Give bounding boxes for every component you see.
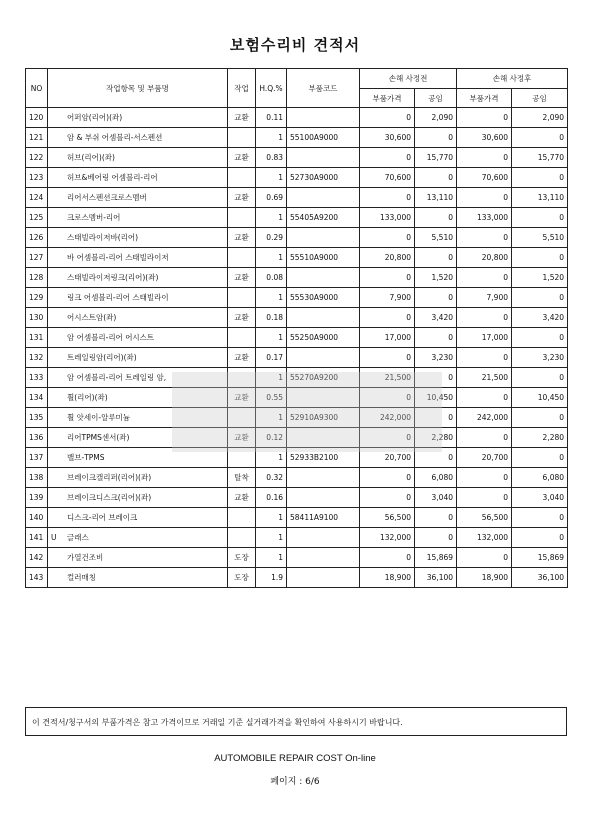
col-no: NO [26,69,48,108]
cell-after-part-price: 0 [457,188,512,208]
cell-before-labor: 0 [415,448,457,468]
cell-code [287,488,360,508]
cell-hq: 1 [256,328,287,348]
cell-no: 121 [26,128,48,148]
cell-hq: 1 [256,288,287,308]
cell-after-labor: 0 [512,328,568,348]
cell-after-labor: 0 [512,128,568,148]
cell-item [48,488,228,508]
cell-hq: 0.16 [256,488,287,508]
cell-after-labor: 0 [512,508,568,528]
cell-code [287,388,360,408]
estimate-table [25,68,568,588]
cell-item [48,288,228,308]
cell-after-part-price: 0 [457,348,512,368]
cell-before-labor: 3,230 [415,348,457,368]
cell-after-part-price: 133,000 [457,208,512,228]
cell-after-part-price: 0 [457,268,512,288]
table-row [26,328,568,348]
cell-item [48,128,228,148]
page-number: 페이지 : 6/6 [270,777,320,787]
estimate-rows [26,108,568,588]
cell-item [48,388,228,408]
cell-after-labor: 0 [512,248,568,268]
cell-after-labor: 0 [512,528,568,548]
col-after: 손해 사정후 [457,69,568,89]
cell-hq: 0.55 [256,388,287,408]
cell-before-part-price: 18,900 [360,568,415,588]
table-row [26,288,568,308]
cell-item [48,368,228,388]
cell-item-text: 브레이크캘리퍼(리어)(좌) [67,473,152,482]
cell-before-labor: 5,510 [415,228,457,248]
cell-no: 139 [26,488,48,508]
cell-code: 58411A9100 [287,508,360,528]
cell-item-text: 가열건조비 [67,553,104,562]
cell-item-text: 휠 앗세이-알루미늄 [67,413,131,422]
cell-item [48,348,228,368]
cell-hq: 1 [256,248,287,268]
cell-no: 134 [26,388,48,408]
cell-work: 교환 [228,268,256,288]
cell-after-part-price: 21,500 [457,368,512,388]
col-after-labor: 공임 [512,89,568,108]
cell-no: 138 [26,468,48,488]
cell-after-part-price: 132,000 [457,528,512,548]
cell-before-part-price: 21,500 [360,368,415,388]
table-row [26,228,568,248]
cell-hq: 1 [256,168,287,188]
cell-item-text: 어퍼암(리어)(좌) [67,113,123,122]
cell-work [228,448,256,468]
cell-no: 136 [26,428,48,448]
col-work: 작업 [228,69,256,108]
cell-after-labor: 2,280 [512,428,568,448]
cell-item [48,228,228,248]
cell-code [287,568,360,588]
cell-after-labor: 0 [512,408,568,428]
cell-no: 123 [26,168,48,188]
cell-item [48,168,228,188]
cell-work [228,368,256,388]
cell-code [287,308,360,328]
cell-no: 120 [26,108,48,128]
cell-code [287,228,360,248]
cell-code [287,428,360,448]
cell-code [287,528,360,548]
cell-after-part-price: 30,600 [457,128,512,148]
cell-before-part-price: 56,500 [360,508,415,528]
cell-work: 교환 [228,148,256,168]
cell-before-labor: 0 [415,508,457,528]
cell-before-part-price: 0 [360,188,415,208]
table-row [26,408,568,428]
cell-after-part-price: 56,500 [457,508,512,528]
table-row [26,548,568,568]
cell-after-part-price: 0 [457,488,512,508]
col-item: 작업항목 및 부품명 [48,69,228,108]
cell-item [48,428,228,448]
cell-before-part-price: 0 [360,308,415,328]
cell-before-part-price: 70,600 [360,168,415,188]
cell-no: 122 [26,148,48,168]
cell-before-labor: 3,040 [415,488,457,508]
cell-item-text: 암 어셈블리-리어 트레일링 암, [67,373,167,382]
cell-before-labor: 36,100 [415,568,457,588]
cell-hq: 1.9 [256,568,287,588]
cell-before-part-price: 20,800 [360,248,415,268]
cell-hq: 0.08 [256,268,287,288]
cell-after-labor: 10,450 [512,388,568,408]
cell-work: 탈착 [228,468,256,488]
cell-item [48,448,228,468]
cell-code: 55100A9000 [287,128,360,148]
cell-no: 126 [26,228,48,248]
cell-after-labor: 6,080 [512,468,568,488]
cell-work: 도장 [228,548,256,568]
cell-before-labor: 15,770 [415,148,457,168]
cell-work: 교환 [228,348,256,368]
cell-item-text: 밸브-TPMS [67,453,105,462]
col-code: 부품코드 [287,69,360,108]
cell-after-labor: 1,520 [512,268,568,288]
cell-code [287,348,360,368]
cell-no: 124 [26,188,48,208]
cell-no: 143 [26,568,48,588]
cell-no: 128 [26,268,48,288]
cell-item-text: 컬러매칭 [67,573,96,582]
cell-before-part-price: 133,000 [360,208,415,228]
table-row [26,448,568,468]
cell-before-labor: 0 [415,288,457,308]
cell-work [228,248,256,268]
cell-no: 140 [26,508,48,528]
cell-item-text: 허브&베어링 어셈블리-리어 [67,173,158,182]
cell-before-labor: 13,110 [415,188,457,208]
cell-before-labor: 1,520 [415,268,457,288]
cell-item-text: 어시스트암(좌) [67,313,117,322]
cell-after-part-price: 7,900 [457,288,512,308]
price-notice: 이 견적서/청구서의 부품가격은 참고 가격이므로 거래일 기준 실거래가격을 확인하여 사용하시기 바랍니다. [25,707,567,736]
cell-item [48,308,228,328]
table-row [26,428,568,448]
table-row [26,208,568,228]
cell-hq: 1 [256,368,287,388]
cell-code: 55510A9000 [287,248,360,268]
cell-after-part-price: 18,900 [457,568,512,588]
cell-after-part-price: 0 [457,308,512,328]
cell-hq: 0.83 [256,148,287,168]
cell-code: 52910A9300 [287,408,360,428]
cell-after-part-price: 70,600 [457,168,512,188]
cell-before-labor: 0 [415,208,457,228]
cell-code: 55250A9000 [287,328,360,348]
cell-hq: 0.32 [256,468,287,488]
cell-code: 52730A9000 [287,168,360,188]
cell-before-labor: 15,869 [415,548,457,568]
cell-after-part-price: 0 [457,148,512,168]
cell-before-part-price: 0 [360,428,415,448]
cell-item-text: 링크 어셈블리-리어 스태빌라이 [67,293,169,302]
cell-item-text: 트레일링암(리어)(좌) [67,353,137,362]
cell-work: 교환 [228,488,256,508]
col-before: 손해 사정전 [360,69,457,89]
cell-before-labor: 0 [415,328,457,348]
cell-item-text: 리어TPMS센서(좌) [67,433,130,442]
cell-hq: 0.12 [256,428,287,448]
cell-hq: 0.11 [256,108,287,128]
cell-after-labor: 13,110 [512,188,568,208]
cell-after-labor: 0 [512,288,568,308]
cell-item-text: 리어서스펜션크로스멤버 [67,193,147,202]
cell-hq: 0.69 [256,188,287,208]
cell-item-text: 스태빌라이저링크(리어)(좌) [67,273,159,282]
cell-after-labor: 3,040 [512,488,568,508]
col-before-labor: 공임 [415,89,457,108]
cell-item-text: 암 어셈블리-리어 어시스트 [67,333,155,342]
cell-item-text: 암 & 부쉬 어셈블리-서스펜션 [67,133,163,142]
cell-item-text: 스태빌라이저바(리어) [67,233,139,242]
cell-after-part-price: 0 [457,228,512,248]
cell-before-part-price: 0 [360,468,415,488]
cell-work: 도장 [228,568,256,588]
table-row [26,308,568,328]
cell-after-labor: 0 [512,168,568,188]
cell-no: 133 [26,368,48,388]
cell-before-labor: 3,420 [415,308,457,328]
table-row [26,168,568,188]
cell-after-part-price: 17,000 [457,328,512,348]
table-row [26,568,568,588]
cell-item [48,508,228,528]
cell-no: 132 [26,348,48,368]
cell-item-text: 휠(리어)(좌) [67,393,108,402]
cell-work [228,328,256,348]
cell-before-part-price: 242,000 [360,408,415,428]
cell-item-text: 바 어셈블리-리어 스태빌라이저 [67,253,169,262]
cell-code [287,108,360,128]
table-row [26,148,568,168]
cell-hq: 1 [256,528,287,548]
table-row [26,248,568,268]
cell-before-labor: 6,080 [415,468,457,488]
cell-before-part-price: 17,000 [360,328,415,348]
cell-hq: 0.17 [256,348,287,368]
cell-item-text: 크로스멤버-리어 [67,213,121,222]
cell-item [48,328,228,348]
cell-before-part-price: 0 [360,388,415,408]
cell-before-part-price: 0 [360,228,415,248]
cell-no: 127 [26,248,48,268]
cell-hq: 1 [256,448,287,468]
cell-work: 교환 [228,188,256,208]
cell-work [228,508,256,528]
cell-u-flag: U [51,533,57,542]
cell-before-part-price: 0 [360,488,415,508]
cell-code [287,268,360,288]
cell-after-labor: 15,770 [512,148,568,168]
cell-before-labor: 0 [415,368,457,388]
cell-item [48,108,228,128]
cell-before-labor: 0 [415,408,457,428]
cell-before-labor: 0 [415,248,457,268]
cell-work: 교환 [228,108,256,128]
cell-before-part-price: 20,700 [360,448,415,468]
cell-after-part-price: 0 [457,468,512,488]
cell-after-labor: 3,420 [512,308,568,328]
cell-item [48,208,228,228]
table-row [26,368,568,388]
cell-item [48,148,228,168]
cell-item [48,568,228,588]
table-row [26,188,568,208]
cell-before-part-price: 0 [360,108,415,128]
cell-work [228,408,256,428]
cell-after-part-price: 0 [457,108,512,128]
cell-item-text: 허브(리어)(좌) [67,153,115,162]
table-row [26,128,568,148]
cell-before-part-price: 0 [360,148,415,168]
cell-after-part-price: 20,800 [457,248,512,268]
cell-work [228,208,256,228]
cell-before-labor: 0 [415,168,457,188]
cell-before-labor: 2,280 [415,428,457,448]
cell-after-part-price: 0 [457,388,512,408]
cell-before-part-price: 0 [360,348,415,368]
cell-after-labor: 0 [512,448,568,468]
cell-item-text: 디스크-리어 브레이크 [67,513,138,522]
cell-no: 142 [26,548,48,568]
document-title: 보험수리비 견적서 [229,36,361,54]
cell-work [228,528,256,548]
cell-no: 137 [26,448,48,468]
cell-before-part-price: 132,000 [360,528,415,548]
cell-before-labor: 0 [415,128,457,148]
cell-no: 141 [26,528,48,548]
cell-after-labor: 5,510 [512,228,568,248]
table-row [26,388,568,408]
cell-item [48,268,228,288]
cell-code [287,468,360,488]
cell-item [48,408,228,428]
cell-before-labor: 0 [415,528,457,548]
cell-item [48,468,228,488]
cell-work [228,168,256,188]
cell-work: 교환 [228,228,256,248]
cell-after-part-price: 242,000 [457,408,512,428]
cell-hq: 1 [256,508,287,528]
cell-after-labor: 0 [512,368,568,388]
cell-code [287,148,360,168]
table-row [26,468,568,488]
cell-hq: 0.29 [256,228,287,248]
cell-work [228,288,256,308]
table-row [26,488,568,508]
cell-item [48,248,228,268]
table-row [26,268,568,288]
cell-before-part-price: 0 [360,268,415,288]
cell-after-labor: 2,090 [512,108,568,128]
table-row [26,528,568,548]
cell-item [48,188,228,208]
table-row [26,348,568,368]
cell-after-part-price: 20,700 [457,448,512,468]
cell-code: 52933B2100 [287,448,360,468]
cell-hq: 1 [256,128,287,148]
cell-work: 교환 [228,388,256,408]
cell-hq: 1 [256,408,287,428]
cell-work [228,128,256,148]
cell-no: 135 [26,408,48,428]
cell-hq: 0.18 [256,308,287,328]
cell-code [287,548,360,568]
cell-before-part-price: 7,900 [360,288,415,308]
cell-code: 55530A9000 [287,288,360,308]
cell-after-labor: 15,869 [512,548,568,568]
cell-before-part-price: 30,600 [360,128,415,148]
cell-code: 55270A9200 [287,368,360,388]
footer-title: AUTOMOBILE REPAIR COST On-line [214,753,376,764]
table-row [26,108,568,128]
cell-item [48,548,228,568]
cell-hq: 1 [256,548,287,568]
cell-before-part-price: 0 [360,548,415,568]
table-row [26,508,568,528]
cell-after-labor: 36,100 [512,568,568,588]
col-after-part-price: 부품가격 [457,89,512,108]
cell-after-labor: 3,230 [512,348,568,368]
cell-no: 130 [26,308,48,328]
cell-before-labor: 2,090 [415,108,457,128]
cell-work: 교환 [228,308,256,328]
cell-item-text: 브레이크디스크(리어)(좌) [67,493,152,502]
cell-after-part-price: 0 [457,548,512,568]
cell-no: 131 [26,328,48,348]
cell-after-part-price: 0 [457,428,512,448]
cell-before-labor: 10,450 [415,388,457,408]
cell-work: 교환 [228,428,256,448]
col-before-part-price: 부품가격 [360,89,415,108]
cell-item-text: 글래스 [67,533,89,542]
cell-code [287,188,360,208]
cell-item [48,528,228,548]
cell-hq: 1 [256,208,287,228]
cell-no: 125 [26,208,48,228]
cell-code: 55405A9200 [287,208,360,228]
cell-after-labor: 0 [512,208,568,228]
col-hq: H.Q.% [256,69,287,108]
cell-no: 129 [26,288,48,308]
